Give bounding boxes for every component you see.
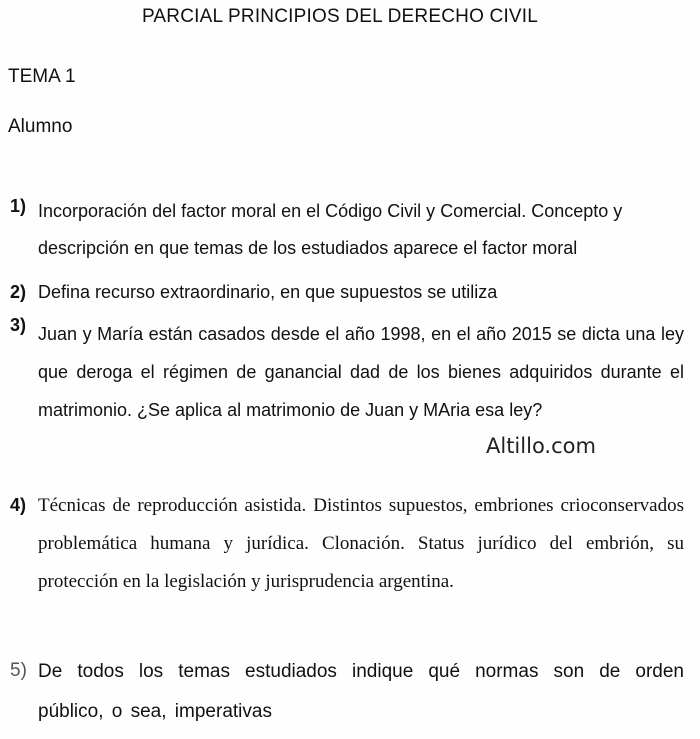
watermark: Altillo.com bbox=[486, 434, 596, 458]
question-text: De todos los temas estudiados indique qué normas son de orden público, o sea, imperativas bbox=[38, 661, 684, 722]
question-text: Juan y María están casados desde el año 1998, en el año 2015 se dicta una ley que deroga el régimen de ganancial dad de los bienes adquiridos durante el matrimonio. ¿Se aplica al matrimonio de Juan y MAria esa ley? bbox=[38, 324, 684, 420]
alumno-label: Alumno bbox=[8, 116, 73, 137]
question-text: Defina recurso extraordinario, en que supuestos se utiliza bbox=[38, 282, 498, 302]
question-number: 3) bbox=[10, 315, 27, 335]
exam-title: PARCIAL PRINCIPIOS DEL DERECHO CIVIL bbox=[141, 6, 539, 27]
question-number: 5) bbox=[10, 660, 27, 681]
question-number: 4) bbox=[10, 495, 27, 515]
question-text: Técnicas de reproducción asistida. Distintos supuestos, embriones crioconservados problemática humana y jurídica. Clonación. Status jurídico del embrión, su protección en la legislación y jurisprudencia argentina. bbox=[38, 495, 684, 592]
question-number: 2) bbox=[10, 282, 27, 302]
question-text: Incorporación del factor moral en el Código Civil y Comercial. Concepto y descripción en que temas de los estudiados aparece el factor moral bbox=[38, 201, 623, 258]
question-number: 1) bbox=[10, 196, 27, 216]
tema-heading: TEMA 1 bbox=[8, 66, 76, 87]
